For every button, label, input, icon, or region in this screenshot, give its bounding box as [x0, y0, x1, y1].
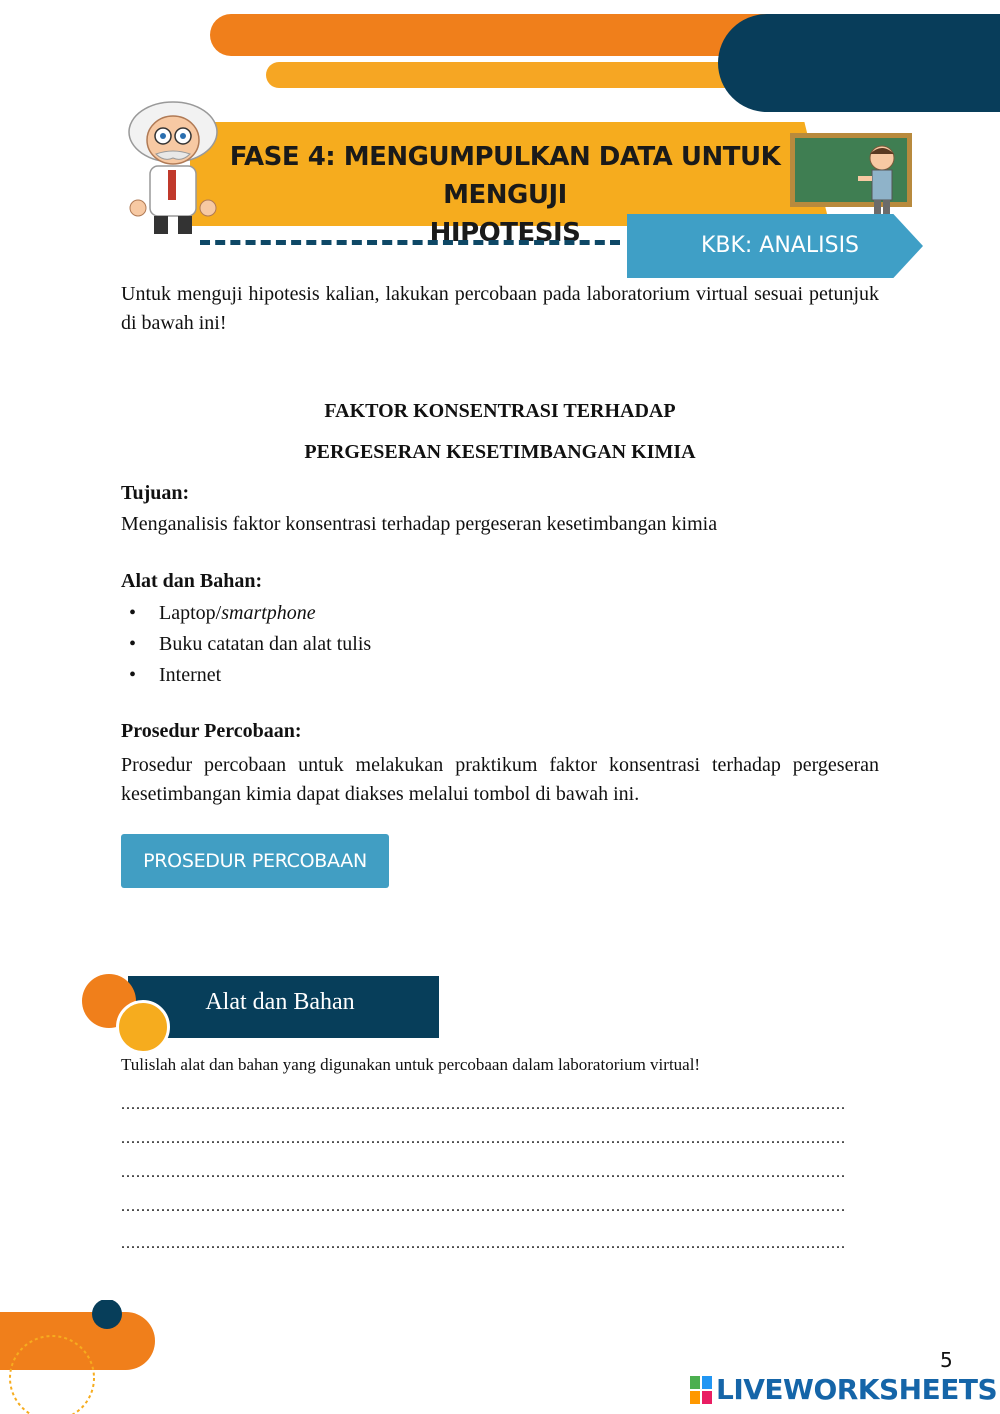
answer-line-2[interactable]: ................................................................................................................................................. [121, 1130, 846, 1147]
page-number: 5 [940, 1348, 953, 1372]
header-orange-bar [210, 14, 770, 56]
tujuan-heading: Tujuan: [121, 482, 190, 504]
list-item: • Internet [121, 660, 821, 691]
kbk-badge-label: KBK: ANALISIS [700, 233, 860, 258]
prosedur-text: Prosedur percobaan untuk melakukan praktikum faktor konsentrasi terhadap pergeseran kesetimbangan kimia dapat diakses melalui tombol di bawah ini. [121, 754, 879, 805]
prosedur-heading: Prosedur Percobaan: [121, 720, 302, 742]
liveworksheets-logo-text: LIVEWORKSHEETS [716, 1373, 998, 1406]
dashed-divider [200, 240, 620, 245]
answer-line-1[interactable]: ................................................................................................................................................. [121, 1096, 846, 1113]
list-item: • Buku catatan dan alat tulis [121, 629, 821, 660]
title-line-1: FASE 4: MENGUMPULKAN DATA UNTUK MENGUJI [229, 142, 781, 210]
answer-line-5[interactable]: ................................................................................................................................................. [121, 1235, 846, 1252]
liveworksheets-logo-icon [690, 1376, 712, 1404]
tujuan-text: Menganalisis faktor konsentrasi terhadap pergeseran kesetimbangan kimia [121, 513, 718, 535]
answer-line-4[interactable]: ................................................................................................................................................. [121, 1198, 846, 1215]
header-yellow-bar [266, 62, 786, 88]
list-item: • Laptop/smartphone [121, 598, 821, 629]
alat-list [121, 598, 821, 691]
footer-decoration [0, 1300, 160, 1414]
section-title: Alat dan Bahan [205, 989, 355, 1015]
header-navy-shape [718, 14, 1000, 112]
prosedur-percobaan-button[interactable]: PROSEDUR PERCOBAAN [121, 834, 389, 888]
title-line-2: HIPOTESIS [429, 218, 581, 248]
intro-text: Untuk menguji hipotesis kalian, lakukan percobaan pada laboratorium virtual sesuai petunjuk di bawah ini! [121, 283, 879, 334]
teacher-illustration [850, 140, 910, 218]
experiment-title-line-1: FAKTOR KONSENTRASI TERHADAP [324, 400, 676, 422]
answer-line-3[interactable]: ................................................................................................................................................. [121, 1164, 846, 1181]
alat-heading: Alat dan Bahan: [121, 570, 263, 592]
section-instruction: Tulislah alat dan bahan yang digunakan untuk percobaan dalam laboratorium virtual! [121, 1055, 701, 1074]
experiment-title-line-2: PERGESERAN KESETIMBANGAN KIMIA [304, 441, 696, 463]
liveworksheets-logo [690, 1372, 998, 1408]
